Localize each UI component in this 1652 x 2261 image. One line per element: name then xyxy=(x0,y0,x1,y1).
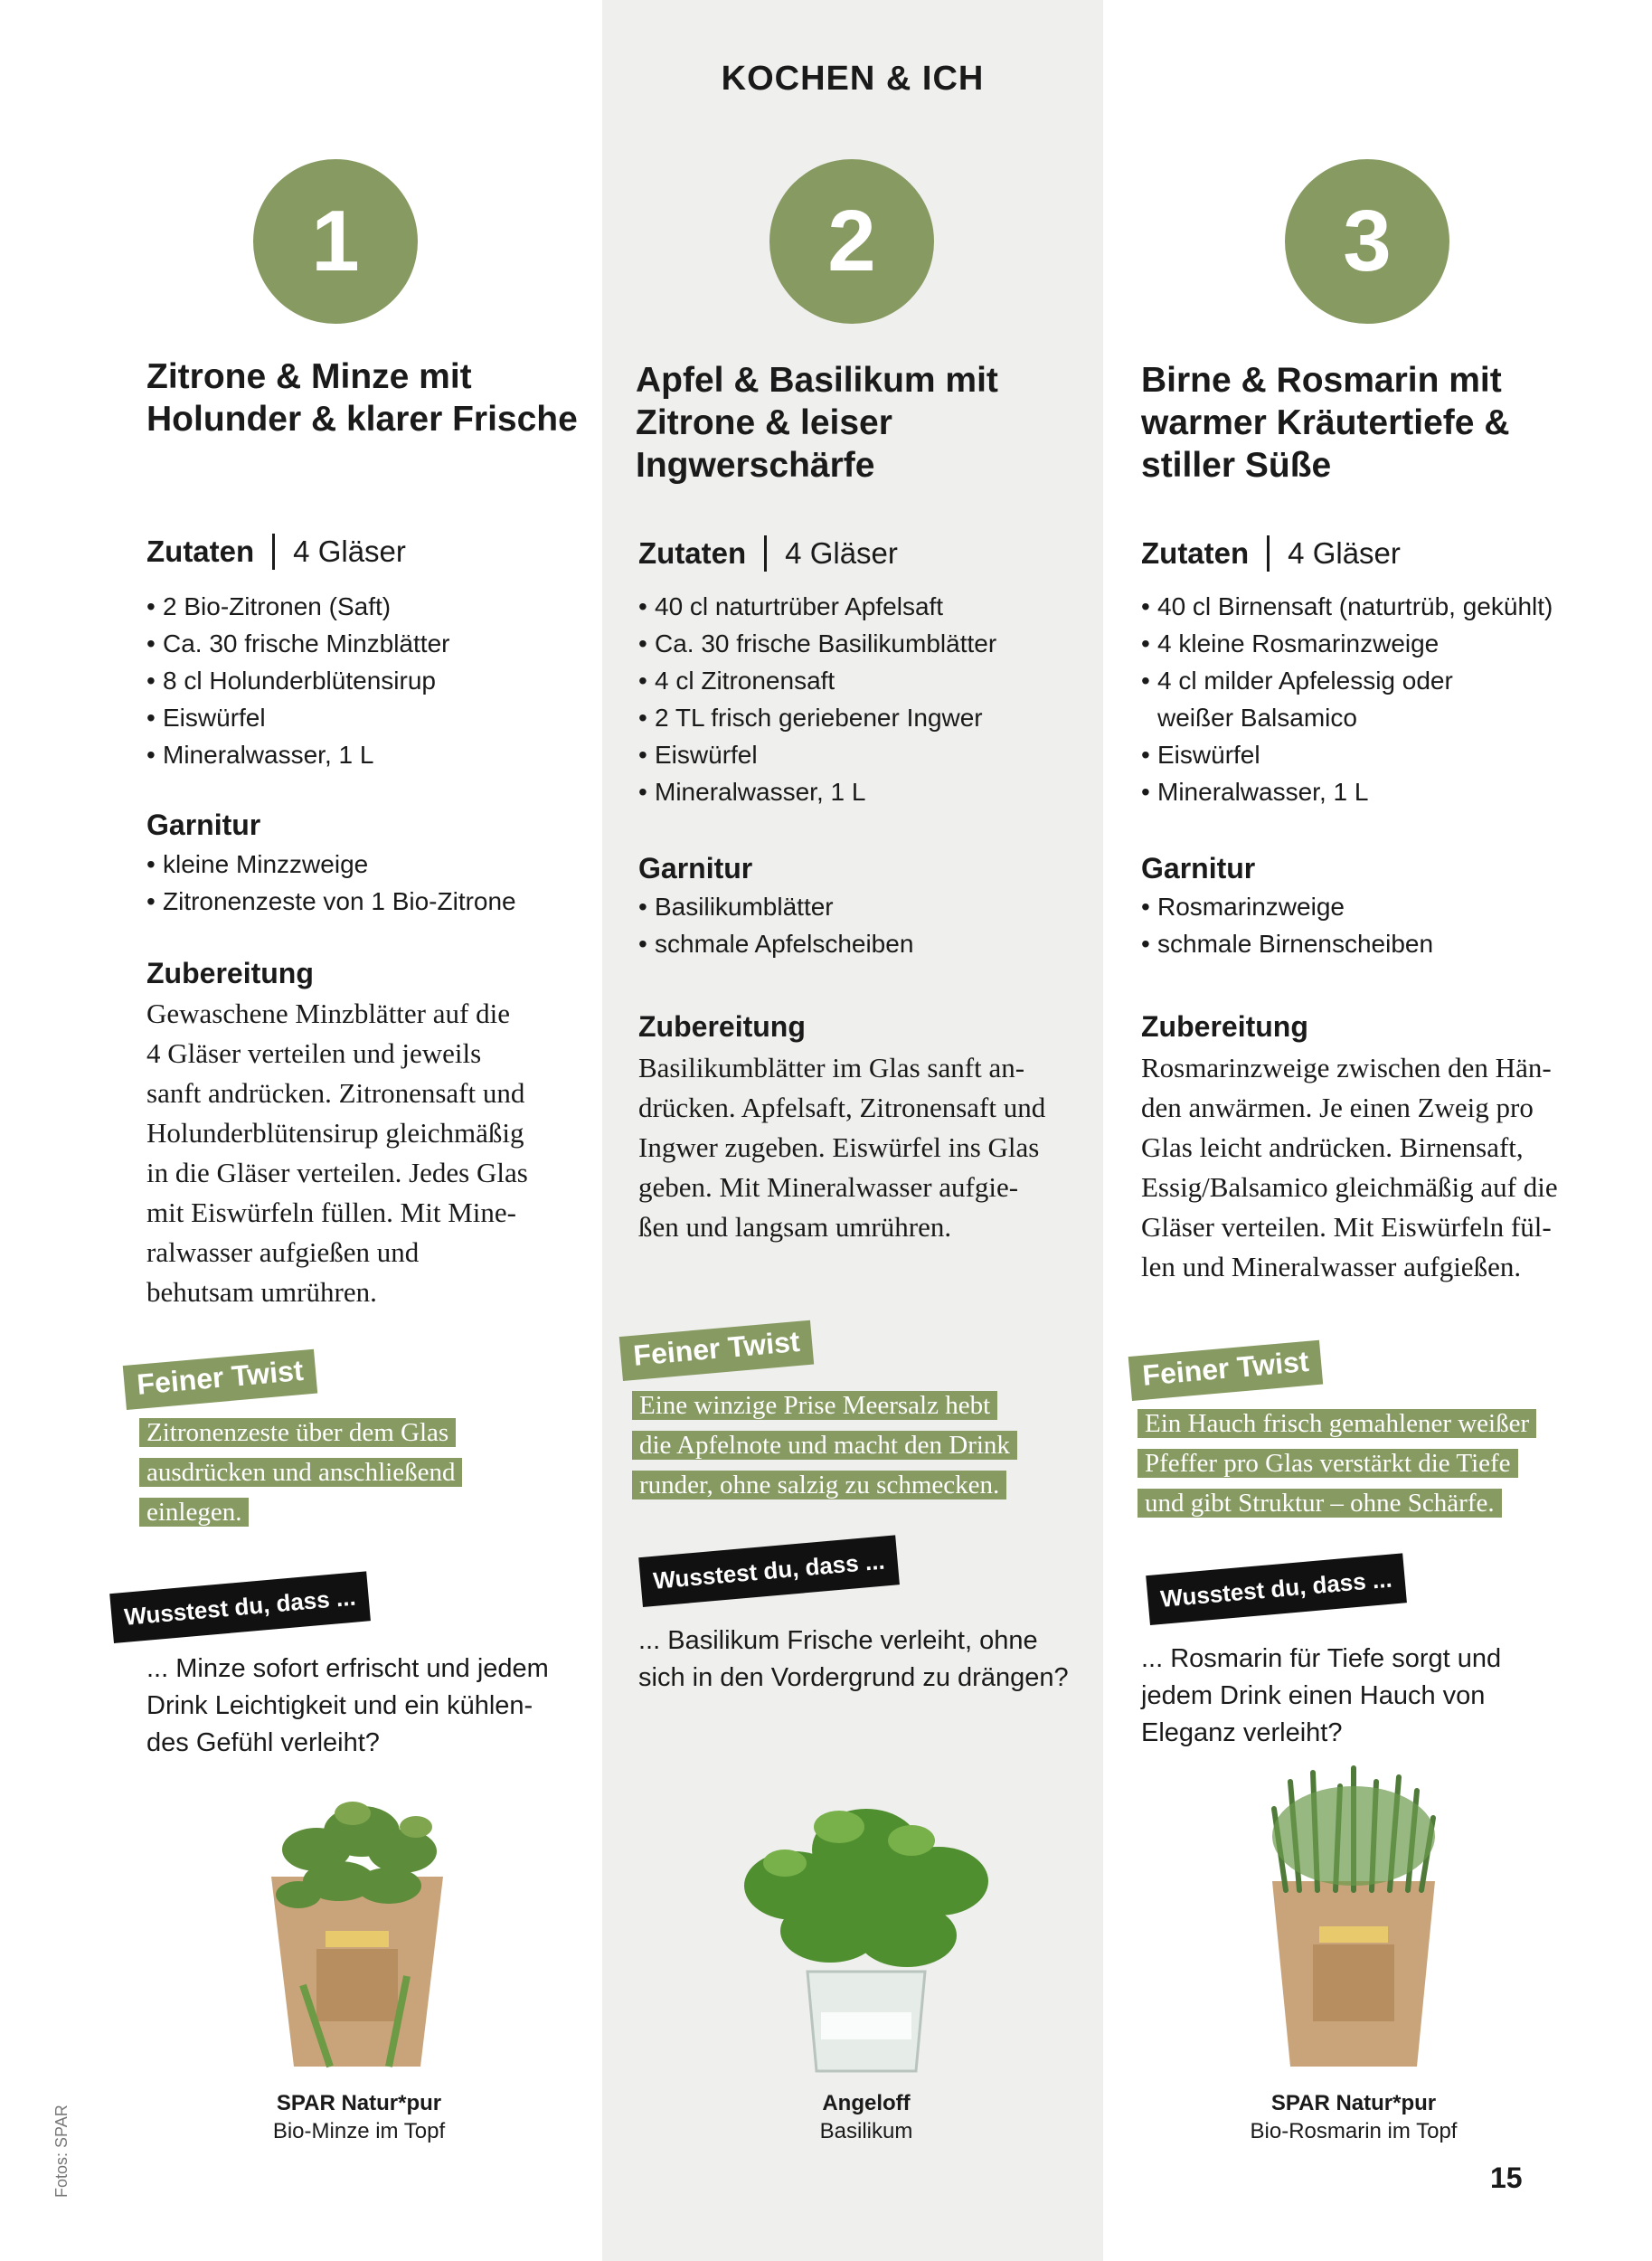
list-item: • 2 TL frisch geriebener Ingwer xyxy=(638,699,996,736)
page-number: 15 xyxy=(1490,2162,1523,2194)
twist-text: Zitronenzeste über dem Glas ausdrücken und anschließend einlegen. xyxy=(139,1413,462,1532)
divider xyxy=(272,534,275,570)
list-item: • 4 cl Zitronensaft xyxy=(638,662,996,699)
list-item: • schmale Apfelscheiben xyxy=(638,925,913,962)
preparation-text: Basilikumblätter im Glas sanft an- drücken. Apfelsaft, Zitronensaft und Ingwer zugeben. Eiswürfel ins Glas geben. Mit Mineralwasser aufgie- ßen und langsam umrühren. xyxy=(638,1052,1046,1243)
product-caption: Angeloff Basilikum xyxy=(819,2091,913,2143)
recipe-title: Birne & Rosmarin mit warmer Kräutertiefe & stiller Süße xyxy=(1141,361,1510,485)
twist-label: Feiner Twist xyxy=(1128,1340,1324,1401)
divider xyxy=(764,535,767,572)
recipe-number-badge: 2 xyxy=(769,159,934,324)
garnish-list xyxy=(1141,888,1433,962)
recipe-title: Apfel & Basilikum mit Zitrone & leiser Ingwerschärfe xyxy=(636,361,998,485)
ingredients-heading: Zutaten 4 Gläser xyxy=(146,535,406,568)
mint-pot-image xyxy=(262,1795,452,2071)
preparation-text: Gewaschene Minzblätter auf die 4 Gläser verteilen und jeweils sanft andrücken. Zitronensaft und Holunderblütensirup gleichmäßig in die Gläser verteilen. Jedes Glas mit Eiswürfeln füllen. Mit Mine- ralwasser aufgießen und behutsam umrühren. xyxy=(146,998,528,1308)
garnish-heading: Garnitur xyxy=(1141,852,1256,885)
ingredients-heading: Zutaten 4 Gläser xyxy=(1141,536,1401,570)
did-you-know-text: ... Rosmarin für Tiefe sorgt und jedem Drink einen Hauch von Eleganz verleiht? xyxy=(1141,1644,1502,1747)
garnish-heading: Garnitur xyxy=(638,852,753,885)
ingredient-list xyxy=(638,588,996,810)
divider xyxy=(1267,535,1270,572)
list-item: • 8 cl Holunderblütensirup xyxy=(146,662,449,699)
list-item: • Mineralwasser, 1 L xyxy=(146,736,449,773)
list-item: • Mineralwasser, 1 L xyxy=(638,773,996,810)
preparation-text: Rosmarinzweige zwischen den Hän- den anwärmen. Je einen Zweig pro Glas leicht andrücken. Birnensaft, Essig/Balsamico gleichmäßig auf die Gläser verteilen. Mit Eiswürfeln fül- len und Mineralwasser aufgießen. xyxy=(1141,1052,1558,1282)
list-item: • Mineralwasser, 1 L xyxy=(1141,773,1593,810)
list-item: • Rosmarinzweige xyxy=(1141,888,1433,925)
list-item: • Ca. 30 frische Basilikumblätter xyxy=(638,625,996,662)
rosemary-pot-image xyxy=(1263,1764,1444,2071)
twist-text: Eine winzige Prise Meersalz hebt die Apfelnote und macht den Drink runder, ohne salzig zu schmecken. xyxy=(632,1386,1017,1505)
list-item: • Zitronenzeste von 1 Bio-Zitrone xyxy=(146,883,516,920)
garnish-list xyxy=(146,846,516,920)
list-item: • 40 cl Birnensaft (naturtrüb, gekühlt) xyxy=(1141,588,1593,625)
ingredient-list xyxy=(146,588,449,773)
recipe-title: Zitrone & Minze mit Holunder & klarer Frische xyxy=(146,357,578,439)
did-you-know-label: Wusstest du, dass ... xyxy=(1146,1553,1406,1625)
list-item: • 4 cl milder Apfelessig oder weißer Balsamico xyxy=(1141,662,1483,736)
list-item: • Eiswürfel xyxy=(1141,736,1593,773)
preparation-heading: Zubereitung xyxy=(638,1010,806,1043)
did-you-know-text: ... Minze sofort erfrischt und jedem Drink Leichtigkeit und ein kühlen- des Gefühl verleiht? xyxy=(146,1654,549,1757)
photo-credit: Fotos: SPAR xyxy=(52,2105,71,2198)
ingredient-list xyxy=(1141,588,1593,810)
garnish-list xyxy=(638,888,913,962)
recipe-number-badge: 1 xyxy=(253,159,418,324)
list-item: • Eiswürfel xyxy=(146,699,449,736)
list-item: • schmale Birnenscheiben xyxy=(1141,925,1433,962)
list-item: • Eiswürfel xyxy=(638,736,996,773)
twist-text: Ein Hauch frisch gemahlener weißer Pfeffer pro Glas verstärkt die Tiefe und gibt Struktur – ohne Schärfe. xyxy=(1138,1404,1536,1523)
list-item: • 2 Bio-Zitronen (Saft) xyxy=(146,588,449,625)
basil-pot-image xyxy=(731,1786,1002,2076)
twist-label: Feiner Twist xyxy=(619,1320,815,1381)
recipe-number-badge: 3 xyxy=(1285,159,1449,324)
list-item: • Basilikumblätter xyxy=(638,888,913,925)
preparation-heading: Zubereitung xyxy=(1141,1010,1308,1043)
product-caption: SPAR Natur*pur Bio-Minze im Topf xyxy=(272,2091,446,2143)
section-header: KOCHEN & ICH xyxy=(721,60,985,98)
list-item: • 4 kleine Rosmarinzweige xyxy=(1141,625,1593,662)
ingredients-heading: Zutaten 4 Gläser xyxy=(638,536,898,570)
product-caption: SPAR Natur*pur Bio-Rosmarin im Topf xyxy=(1250,2091,1458,2143)
twist-label: Feiner Twist xyxy=(123,1349,318,1410)
list-item: • 40 cl naturtrüber Apfelsaft xyxy=(638,588,996,625)
list-item: • Ca. 30 frische Minzblätter xyxy=(146,625,449,662)
preparation-heading: Zubereitung xyxy=(146,957,314,989)
did-you-know-text: ... Basilikum Frische verleiht, ohne sich in den Vordergrund zu drängen? xyxy=(638,1626,1069,1692)
list-item: • kleine Minzzweige xyxy=(146,846,516,883)
did-you-know-label: Wusstest du, dass ... xyxy=(638,1535,899,1607)
did-you-know-label: Wusstest du, dass ... xyxy=(109,1571,370,1643)
garnish-heading: Garnitur xyxy=(146,809,261,841)
